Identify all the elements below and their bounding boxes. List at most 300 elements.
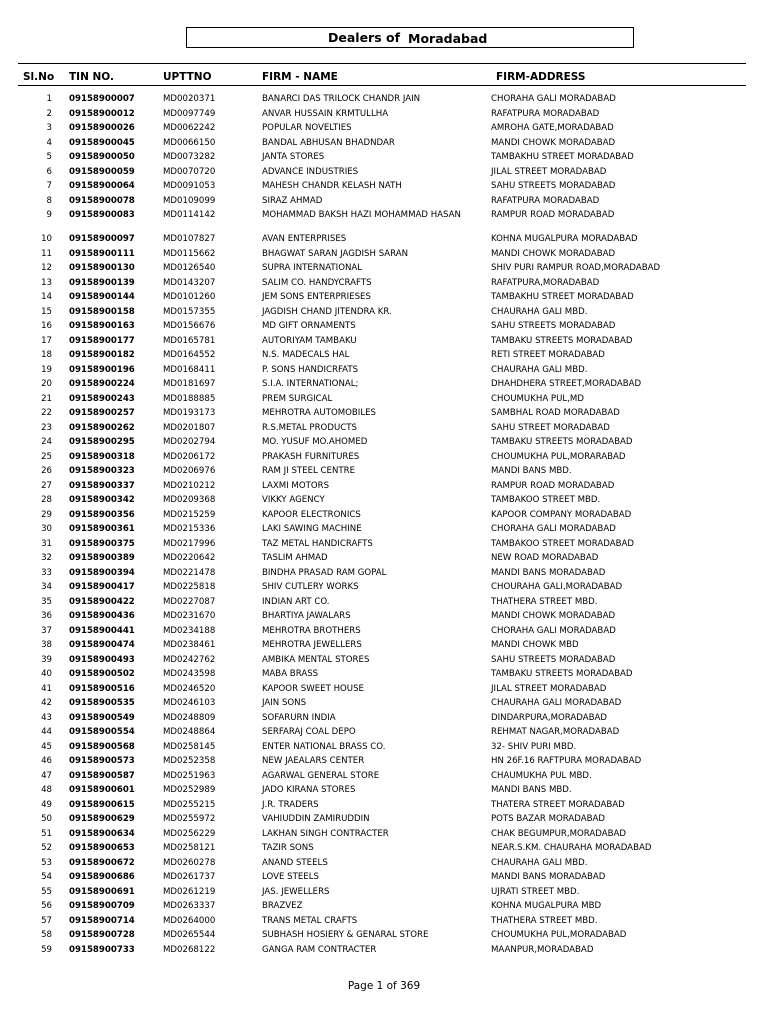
cell-upttno: MD0261737 xyxy=(163,872,216,882)
cell-upttno: MD0225818 xyxy=(163,582,216,592)
cell-sl: 26 xyxy=(41,466,52,476)
cell-upttno: MD0255215 xyxy=(163,799,216,810)
cell-upttno: MD0164552 xyxy=(163,350,216,360)
table-row xyxy=(0,278,768,293)
cell-tin: 09158900474 xyxy=(69,640,135,650)
cell-sl: 56 xyxy=(41,901,52,911)
cell-upttno: MD0209368 xyxy=(163,495,216,505)
cell-sl: 29 xyxy=(41,509,52,520)
table-row xyxy=(0,858,768,873)
cell-tin: 09158900262 xyxy=(69,422,135,433)
table-row xyxy=(0,94,768,109)
cell-tin: 09158900064 xyxy=(69,181,135,191)
cell-sl: 47 xyxy=(41,770,52,781)
table-row xyxy=(0,394,768,409)
cell-firm-address: CHOURAHA GALI,MORADABAD xyxy=(491,582,623,592)
cell-sl: 59 xyxy=(41,944,52,955)
cell-upttno: MD0231670 xyxy=(163,611,216,621)
cell-upttno: MD0261219 xyxy=(163,886,216,897)
table-header xyxy=(0,71,768,85)
cell-sl: 17 xyxy=(41,335,52,346)
cell-firm-address: CHAURAHA GALI MORADABAD xyxy=(491,698,622,708)
cell-firm-address: RAFATPURA,MORADABAD xyxy=(491,277,600,288)
cell-tin: 09158900733 xyxy=(69,944,135,955)
cell-firm-name: ENTER NATIONAL BRASS CO. xyxy=(262,741,386,752)
cell-firm-name: VIKKY AGENCY xyxy=(262,495,325,505)
cell-tin: 09158900337 xyxy=(69,480,135,491)
cell-tin: 09158900417 xyxy=(69,582,135,592)
cell-tin: 09158900615 xyxy=(69,799,135,810)
cell-sl: 27 xyxy=(41,480,52,491)
cell-upttno: MD0070720 xyxy=(163,166,216,177)
cell-firm-address: POTS BAZAR MORADABAD xyxy=(491,814,606,824)
cell-sl: 41 xyxy=(41,683,52,694)
table-row xyxy=(0,481,768,496)
cell-firm-address: CHAUMUKHA PUL MBD. xyxy=(491,770,592,781)
table-row xyxy=(0,379,768,394)
cell-firm-address: SAHU STREETS MORADABAD xyxy=(491,181,616,191)
cell-firm-address: MANDI CHOWK MORADABAD xyxy=(491,137,616,148)
table-row xyxy=(0,945,768,960)
cell-tin: 09158900389 xyxy=(69,553,135,563)
table-row xyxy=(0,365,768,380)
cell-sl: 44 xyxy=(41,727,52,737)
cell-sl: 4 xyxy=(46,137,52,148)
cell-firm-name: AVAN ENTERPRISES xyxy=(262,234,347,244)
cell-sl: 50 xyxy=(41,814,52,824)
cell-sl: 14 xyxy=(41,292,52,302)
cell-firm-name: JADO KIRANA STORES xyxy=(262,785,356,795)
cell-firm-address: TAMBAKHU STREET MORADABAD xyxy=(491,152,634,162)
cell-firm-address: 32- SHIV PURI MBD. xyxy=(491,741,577,752)
cell-sl: 19 xyxy=(41,364,52,375)
table-row xyxy=(0,181,768,196)
table-row xyxy=(0,196,768,211)
cell-upttno: MD0157355 xyxy=(163,306,216,317)
cell-upttno: MD0258121 xyxy=(163,843,216,853)
cell-upttno: MD0115662 xyxy=(163,248,216,259)
cell-upttno: MD0193173 xyxy=(163,408,216,418)
table-row xyxy=(0,123,768,138)
cell-tin: 09158900243 xyxy=(69,393,135,404)
cell-sl: 35 xyxy=(41,596,52,607)
header-top-rule xyxy=(18,63,746,64)
cell-sl: 43 xyxy=(41,712,52,723)
cell-sl: 58 xyxy=(41,930,52,940)
table-row xyxy=(0,423,768,438)
cell-firm-address: MAANPUR,MORADABAD xyxy=(491,944,594,955)
table-row xyxy=(0,611,768,626)
cell-firm-name: PRAKASH FURNITURES xyxy=(262,451,360,462)
cell-sl: 53 xyxy=(41,857,52,868)
cell-upttno: MD0248809 xyxy=(163,712,216,723)
table-row xyxy=(0,568,768,583)
cell-tin: 09158900535 xyxy=(69,698,135,708)
cell-firm-name: BANDAL ABHUSAN BHADNDAR xyxy=(262,137,395,148)
cell-firm-address: TAMBAKOO STREET MBD. xyxy=(491,495,601,505)
cell-upttno: MD0091053 xyxy=(163,181,216,191)
cell-firm-address: SAHU STREETS MORADABAD xyxy=(491,321,616,331)
cell-sl: 16 xyxy=(41,321,52,331)
cell-firm-name: KAPOOR SWEET HOUSE xyxy=(262,683,364,694)
cell-firm-name: JANTA STORES xyxy=(262,152,325,162)
cell-firm-address: REHMAT NAGAR,MORADABAD xyxy=(491,727,620,737)
cell-firm-address: SAMBHAL ROAD MORADABAD xyxy=(491,408,620,418)
cell-upttno: MD0234188 xyxy=(163,625,216,636)
cell-sl: 1 xyxy=(46,94,52,104)
cell-firm-name: J.R. TRADERS xyxy=(262,799,319,810)
cell-tin: 09158900097 xyxy=(69,234,135,244)
table-row xyxy=(0,437,768,452)
cell-firm-address: CHAURAHA GALI MBD. xyxy=(491,306,588,317)
cell-upttno: MD0268122 xyxy=(163,944,216,955)
cell-sl: 51 xyxy=(41,828,52,839)
table-row xyxy=(0,292,768,307)
cell-upttno: MD0252989 xyxy=(163,785,216,795)
cell-firm-address: UJRATI STREET MBD. xyxy=(491,886,580,897)
table-row xyxy=(0,872,768,887)
table-row xyxy=(0,713,768,728)
cell-firm-name: MD GIFT ORNAMENTS xyxy=(262,321,356,331)
cell-tin: 09158900441 xyxy=(69,625,135,636)
cell-firm-name: BHAGWAT SARAN JAGDISH SARAN xyxy=(262,248,409,259)
page-number: Page 1 of 369 xyxy=(347,980,421,992)
cell-tin: 09158900177 xyxy=(69,335,135,346)
cell-firm-name: AUTORIYAM TAMBAKU xyxy=(262,335,357,346)
cell-sl: 20 xyxy=(41,379,52,389)
cell-sl: 34 xyxy=(41,582,52,592)
cell-upttno: MD0201807 xyxy=(163,422,216,433)
cell-firm-address: CHORAHA GALI MORADABAD xyxy=(491,94,616,104)
cell-tin: 09158900714 xyxy=(69,915,135,926)
cell-firm-address: DINDARPURA,MORADABAD xyxy=(491,712,608,723)
cell-sl: 6 xyxy=(46,166,52,177)
cell-firm-address: DHAHDHERA STREET,MORADABAD xyxy=(491,379,642,389)
table-row xyxy=(0,684,768,699)
table-row xyxy=(0,655,768,670)
cell-firm-address: MANDI BANS MORADABAD xyxy=(491,567,606,578)
cell-tin: 09158900295 xyxy=(69,437,135,447)
column-header-address: FIRM-ADDRESS xyxy=(496,71,586,83)
cell-firm-address: RAFATPURA MORADABAD xyxy=(491,195,600,206)
cell-firm-name: SOFARURN INDIA xyxy=(262,712,336,723)
table-row xyxy=(0,829,768,844)
cell-firm-name: ANAND STEELS xyxy=(262,857,328,868)
cell-tin: 09158900394 xyxy=(69,567,135,578)
cell-firm-name: TRANS METAL CRAFTS xyxy=(262,915,358,926)
cell-upttno: MD0243598 xyxy=(163,669,216,679)
cell-firm-address: SAHU STREET MORADABAD xyxy=(491,422,610,433)
cell-tin: 09158900629 xyxy=(69,814,135,824)
table-row xyxy=(0,350,768,365)
cell-upttno: MD0206172 xyxy=(163,451,216,462)
cell-firm-name: S.I.A. INTERNATIONAL; xyxy=(262,379,359,389)
cell-firm-address: TAMBAKU STREETS MORADABAD xyxy=(491,437,633,447)
cell-firm-name: VAHIUDDIN ZAMIRUDDIN xyxy=(262,814,370,824)
cell-sl: 7 xyxy=(46,181,52,191)
cell-upttno: MD0246520 xyxy=(163,683,216,694)
dealer-table xyxy=(0,94,768,959)
cell-tin: 09158900158 xyxy=(69,306,135,317)
table-row xyxy=(0,597,768,612)
table-row xyxy=(0,742,768,757)
column-header-firm: FIRM - NAME xyxy=(262,71,338,83)
cell-firm-name: PREM SURGICAL xyxy=(262,393,333,404)
cell-firm-address: RAFATPURA MORADABAD xyxy=(491,108,600,119)
cell-tin: 09158900672 xyxy=(69,857,135,868)
cell-upttno: MD0202794 xyxy=(163,437,216,447)
table-row xyxy=(0,698,768,713)
table-row xyxy=(0,524,768,539)
cell-firm-name: JAS. JEWELLERS xyxy=(262,886,330,897)
cell-upttno: MD0165781 xyxy=(163,335,216,346)
cell-upttno: MD0256229 xyxy=(163,828,216,839)
cell-firm-address: CHOUMUKHA PUL,MORADABAD xyxy=(491,930,627,940)
cell-tin: 09158900422 xyxy=(69,596,135,607)
cell-firm-name: R.S.METAL PRODUCTS xyxy=(262,422,357,433)
cell-upttno: MD0242762 xyxy=(163,654,216,665)
cell-sl: 22 xyxy=(41,408,52,418)
cell-firm-name: SIRAZ AHMAD xyxy=(262,195,323,206)
cell-sl: 37 xyxy=(41,625,52,636)
cell-firm-address: MANDI CHOWK MBD xyxy=(491,640,579,650)
cell-upttno: MD0210212 xyxy=(163,480,216,491)
cell-upttno: MD0264000 xyxy=(163,915,216,926)
cell-upttno: MD0181697 xyxy=(163,379,216,389)
cell-firm-name: LAKI SAWING MACHINE xyxy=(262,524,362,534)
cell-firm-name: GANGA RAM CONTRACTER xyxy=(262,944,377,955)
cell-firm-name: SUBHASH HOSIERY & GENARAL STORE xyxy=(262,930,429,940)
cell-firm-name: BANARCI DAS TRILOCK CHANDR JAIN xyxy=(262,94,421,104)
cell-tin: 09158900601 xyxy=(69,785,135,795)
cell-sl: 28 xyxy=(41,495,52,505)
cell-tin: 09158900130 xyxy=(69,263,135,273)
cell-firm-address: NEW ROAD MORADABAD xyxy=(491,553,599,563)
table-row xyxy=(0,582,768,597)
cell-tin: 09158900182 xyxy=(69,350,135,360)
cell-tin: 09158900549 xyxy=(69,712,135,723)
table-row xyxy=(0,843,768,858)
cell-sl: 8 xyxy=(46,195,52,206)
cell-sl: 30 xyxy=(41,524,52,534)
cell-upttno: MD0156676 xyxy=(163,321,216,331)
cell-upttno: MD0188885 xyxy=(163,393,216,404)
cell-upttno: MD0220642 xyxy=(163,553,216,563)
cell-firm-address: KOHNA MUGALPURA MORADABAD xyxy=(491,234,638,244)
cell-tin: 09158900139 xyxy=(69,277,135,288)
cell-upttno: MD0265544 xyxy=(163,930,216,940)
cell-firm-address: TAMBAKU STREETS MORADABAD xyxy=(491,669,633,679)
cell-tin: 09158900078 xyxy=(69,195,135,206)
table-row xyxy=(0,307,768,322)
cell-upttno: MD0215336 xyxy=(163,524,216,534)
cell-firm-name: MAHESH CHANDR KELASH NATH xyxy=(262,181,402,191)
cell-firm-name: TAZIR SONS xyxy=(262,843,314,853)
cell-tin: 09158900356 xyxy=(69,509,135,520)
table-row xyxy=(0,263,768,278)
cell-upttno: MD0255972 xyxy=(163,814,216,824)
cell-sl: 54 xyxy=(41,872,52,882)
cell-tin: 09158900083 xyxy=(69,210,135,220)
cell-sl: 5 xyxy=(46,152,52,162)
cell-tin: 09158900436 xyxy=(69,611,135,621)
cell-tin: 09158900257 xyxy=(69,408,135,418)
cell-upttno: MD0107827 xyxy=(163,234,216,244)
cell-sl: 31 xyxy=(41,538,52,549)
cell-tin: 09158900728 xyxy=(69,930,135,940)
cell-firm-name: ANVAR HUSSAIN KRMTULLHA xyxy=(262,108,389,119)
cell-firm-address: CHOUMUKHA PUL,MD xyxy=(491,393,584,404)
cell-firm-address: TAMBAKU STREETS MORADABAD xyxy=(491,335,633,346)
cell-sl: 33 xyxy=(41,567,52,578)
column-header-tin: TIN NO. xyxy=(69,71,114,83)
cell-upttno: MD0215259 xyxy=(163,509,216,520)
cell-upttno: MD0217996 xyxy=(163,538,216,549)
cell-tin: 09158900012 xyxy=(69,108,135,119)
table-row xyxy=(0,800,768,815)
cell-tin: 09158900144 xyxy=(69,292,135,302)
table-row xyxy=(0,408,768,423)
cell-firm-name: JEM SONS ENTERPRIESES xyxy=(262,292,371,302)
table-row xyxy=(0,669,768,684)
cell-upttno: MD0109099 xyxy=(163,195,216,206)
cell-sl: 3 xyxy=(46,123,52,133)
cell-upttno: MD0073282 xyxy=(163,152,216,162)
cell-firm-address: KOHNA MUGALPURA MBD xyxy=(491,901,602,911)
cell-upttno: MD0260278 xyxy=(163,857,216,868)
cell-tin: 09158900163 xyxy=(69,321,135,331)
table-row xyxy=(0,771,768,786)
cell-upttno: MD0126540 xyxy=(163,263,216,273)
cell-upttno: MD0206976 xyxy=(163,466,216,476)
cell-tin: 09158900323 xyxy=(69,466,135,476)
cell-sl: 2 xyxy=(46,108,52,119)
cell-upttno: MD0238461 xyxy=(163,640,216,650)
cell-sl: 45 xyxy=(41,741,52,752)
cell-tin: 09158900568 xyxy=(69,741,135,752)
cell-firm-name: MOHAMMAD BAKSH HAZI MOHAMMAD HASAN xyxy=(262,210,461,220)
cell-sl: 46 xyxy=(41,756,52,766)
table-row xyxy=(0,901,768,916)
cell-firm-name: BHARTIYA JAWALARS xyxy=(262,611,351,621)
cell-firm-address: JILAL STREET MORADABAD xyxy=(491,166,607,177)
cell-tin: 09158900224 xyxy=(69,379,135,389)
cell-sl: 9 xyxy=(46,210,52,220)
cell-sl: 40 xyxy=(41,669,52,679)
cell-tin: 09158900007 xyxy=(69,94,135,104)
cell-tin: 09158900502 xyxy=(69,669,135,679)
cell-sl: 49 xyxy=(41,799,52,810)
table-row xyxy=(0,539,768,554)
table-row xyxy=(0,452,768,467)
table-row xyxy=(0,249,768,264)
cell-tin: 09158900196 xyxy=(69,364,135,375)
cell-firm-name: BRAZVEZ xyxy=(262,901,303,911)
cell-firm-address: AMROHA GATE,MORADABAD xyxy=(491,123,614,133)
table-row xyxy=(0,336,768,351)
table-row xyxy=(0,626,768,641)
cell-upttno: MD0020371 xyxy=(163,94,216,104)
table-row xyxy=(0,727,768,742)
cell-sl: 42 xyxy=(41,698,52,708)
cell-firm-address: MANDI CHOWK MORADABAD xyxy=(491,611,616,621)
cell-firm-name: MEHROTRA BROTHERS xyxy=(262,625,361,636)
cell-upttno: MD0062242 xyxy=(163,123,216,133)
cell-firm-address: THATHERA STREET MBD. xyxy=(491,915,598,926)
cell-firm-address: CHOUMUKHA PUL,MORARABAD xyxy=(491,451,626,462)
table-row xyxy=(0,887,768,902)
document-title xyxy=(186,27,634,48)
cell-sl: 38 xyxy=(41,640,52,650)
table-row xyxy=(0,930,768,945)
cell-firm-name: SALIM CO. HANDYCRAFTS xyxy=(262,277,372,288)
cell-sl: 10 xyxy=(41,234,52,244)
cell-firm-address: THATHERA STREET MBD. xyxy=(491,596,598,607)
cell-firm-address: RAMPUR ROAD MORADABAD xyxy=(491,480,615,491)
cell-firm-name: MABA BRASS xyxy=(262,669,319,679)
cell-upttno: MD0246103 xyxy=(163,698,216,708)
cell-tin: 09158900554 xyxy=(69,727,135,737)
cell-sl: 12 xyxy=(41,263,52,273)
cell-upttno: MD0114142 xyxy=(163,210,216,220)
cell-tin: 09158900045 xyxy=(69,137,135,148)
cell-firm-name: KAPOOR ELECTRONICS xyxy=(262,509,361,520)
cell-firm-address: MANDI BANS MORADABAD xyxy=(491,872,606,882)
cell-firm-name: JAIN SONS xyxy=(262,698,307,708)
cell-upttno: MD0263337 xyxy=(163,901,216,911)
cell-tin: 09158900573 xyxy=(69,756,135,766)
cell-tin: 09158900375 xyxy=(69,538,135,549)
cell-firm-address: HN 26F.16 RAFTPURA MORADABAD xyxy=(491,756,642,766)
cell-firm-address: TAMBAKOO STREET MORADABAD xyxy=(491,538,635,549)
table-row xyxy=(0,210,768,234)
cell-sl: 11 xyxy=(41,248,52,259)
cell-firm-name: JAGDISH CHAND JITENDRA KR. xyxy=(262,306,392,317)
cell-sl: 24 xyxy=(41,437,52,447)
table-row xyxy=(0,510,768,525)
cell-firm-name: N.S. MADECALS HAL xyxy=(262,350,350,360)
header-bottom-rule xyxy=(18,85,746,86)
cell-tin: 09158900050 xyxy=(69,152,135,162)
cell-firm-name: AGARWAL GENERAL STORE xyxy=(262,770,380,781)
cell-firm-address: MANDI BANS MBD. xyxy=(491,466,572,476)
cell-firm-address: SHIV PURI RAMPUR ROAD,MORADABAD xyxy=(491,263,661,273)
cell-firm-address: JILAL STREET MORADABAD xyxy=(491,683,607,694)
cell-sl: 25 xyxy=(41,451,52,462)
cell-firm-address: THATERA STREET MORADABAD xyxy=(491,799,625,810)
cell-firm-name: SHIV CUTLERY WORKS xyxy=(262,582,359,592)
cell-firm-name: LOVE STEELS xyxy=(262,872,319,882)
cell-upttno: MD0066150 xyxy=(163,137,216,148)
cell-firm-address: CHAURAHA GALI MBD. xyxy=(491,857,588,868)
cell-upttno: MD0221478 xyxy=(163,567,216,578)
cell-tin: 09158900709 xyxy=(69,901,135,911)
table-row xyxy=(0,814,768,829)
cell-sl: 48 xyxy=(41,785,52,795)
cell-upttno: MD0101260 xyxy=(163,292,216,302)
cell-upttno: MD0168411 xyxy=(163,364,216,375)
cell-sl: 39 xyxy=(41,654,52,665)
cell-sl: 18 xyxy=(41,350,52,360)
table-row xyxy=(0,138,768,153)
cell-firm-address: MANDI CHOWK MORADABAD xyxy=(491,248,616,259)
cell-firm-name: ADVANCE INDUSTRIES xyxy=(262,166,359,177)
cell-firm-name: AMBIKA MENTAL STORES xyxy=(262,654,370,665)
cell-sl: 23 xyxy=(41,422,52,433)
cell-firm-name: NEW JAEALARS CENTER xyxy=(262,756,365,766)
cell-sl: 55 xyxy=(41,886,52,897)
cell-upttno: MD0258145 xyxy=(163,741,216,752)
